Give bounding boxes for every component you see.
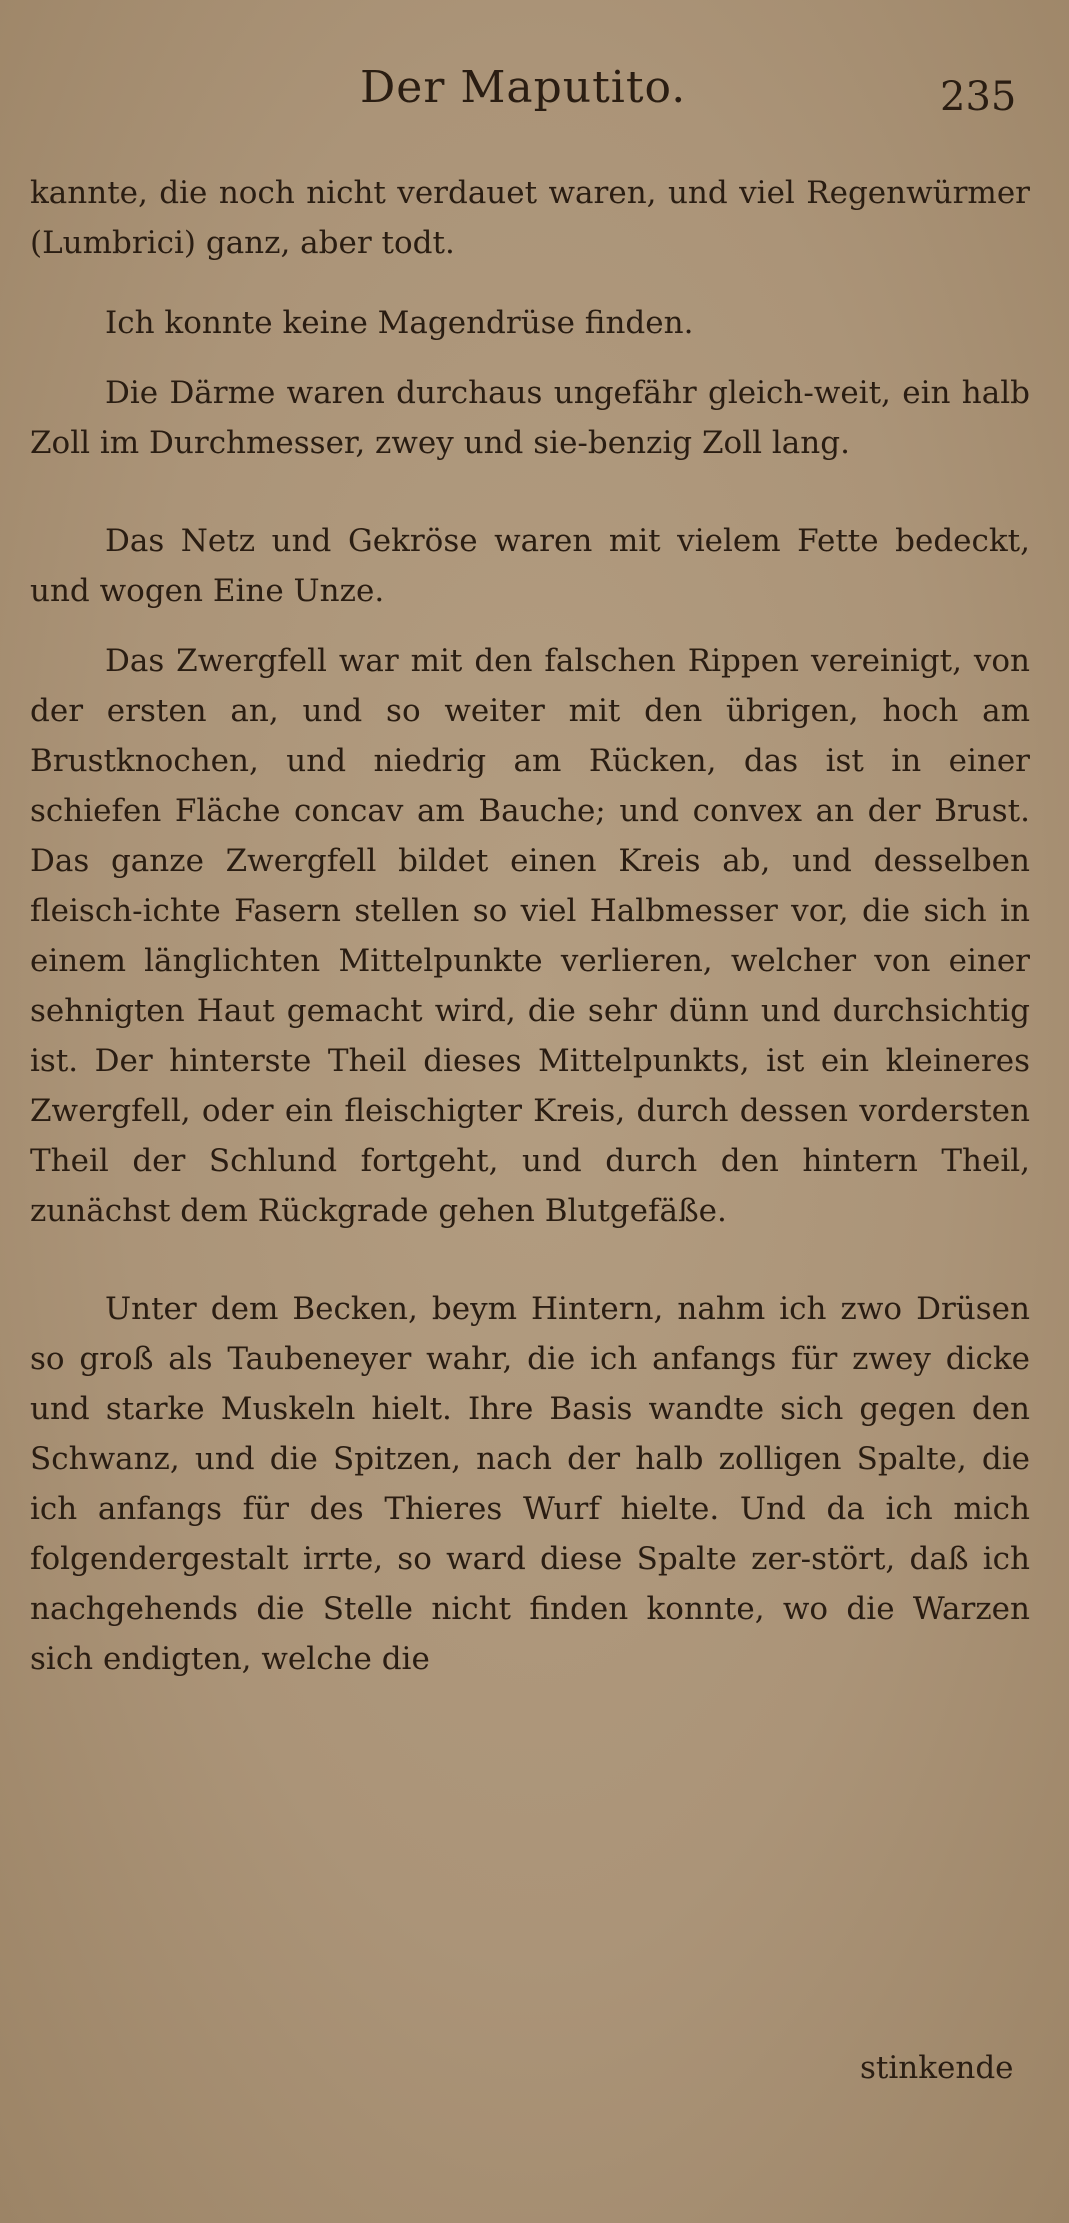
paragraph-daerme: Die Därme waren durchaus ungefähr gleich-weit, ein halb Zoll im Durchmesser, zwey und sie-benzig Zoll lang.	[30, 375, 1030, 461]
body-text	[30, 168, 1030, 1684]
page-number: 235	[940, 74, 1017, 120]
paragraph-magendruese: Ich konnte keine Magendrüse finden.	[105, 305, 694, 341]
paragraph-druesen: Unter dem Becken, beym Hintern, nahm ich zwo Drüsen so groß als Taubeneyer wahr, die ich anfangs für zwey dicke und starke Muskeln hielt. Ihre Basis wandte sich gegen den Schwanz, und die Spitzen, nach der halb zolligen Spalte, die ich anfangs für des Thieres Wurf hielte. Und da ich mich folgendergestalt irrte, so ward diese Spalte zer-stört, daß ich nachgehends die Stelle nicht finden konnte, wo die Warzen sich endigten, welche die	[30, 1291, 1030, 1677]
running-title: Der Maputito.	[360, 62, 687, 113]
paragraph-netz: Das Netz und Gekröse waren mit vielem Fette bedeckt, und wogen Eine Unze.	[30, 523, 1030, 609]
catchword: stinkende	[860, 2050, 1014, 2086]
page-header	[0, 62, 1069, 132]
paragraph-continuation: kannte, die noch nicht verdauet waren, und viel Regenwürmer (Lumbrici) ganz, aber todt.	[30, 175, 1030, 261]
paragraph-zwergfell: Das Zwergfell war mit den falschen Rippen vereinigt, von der ersten an, und so weiter mit den übrigen, hoch am Brustknochen, und niedrig am Rücken, das ist in einer schiefen Fläche concav am Bauche; und convex an der Brust. Das ganze Zwergfell bildet einen Kreis ab, und desselben fleisch-ichte Fasern stellen so viel Halbmesser vor, die sich in einem länglichten Mittelpunkte verlieren, welcher von einer sehnigten Haut gemacht wird, die sehr dünn und durchsichtig ist. Der hinterste Theil dieses Mittelpunkts, ist ein kleineres Zwergfell, oder ein fleischigter Kreis, durch dessen vordersten Theil der Schlund fortgeht, und durch den hintern Theil, zunächst dem Rückgrade gehen Blutgefäße.	[30, 643, 1030, 1229]
